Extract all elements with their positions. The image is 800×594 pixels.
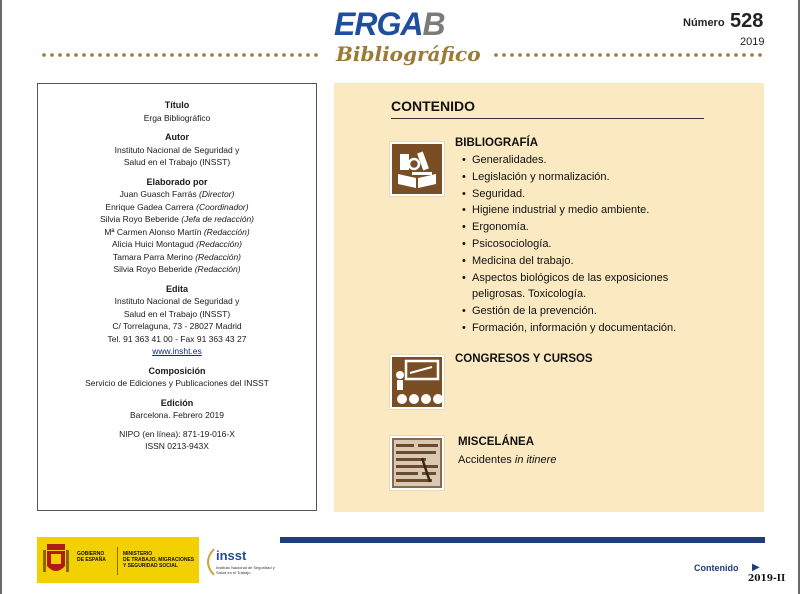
gov-divider: [117, 547, 118, 575]
edita-line: Instituto Nacional de Seguridad y: [114, 296, 240, 306]
list-item[interactable]: • Psicosociología.: [462, 236, 676, 253]
bibliografia-list: [462, 152, 676, 337]
nipo: NIPO (en línea): 871-19-016-X: [119, 428, 235, 439]
autor-line: Instituto Nacional de Seguridad y: [114, 144, 240, 155]
insst-subtitle: Instituto Nacional de Seguridad y Salud en el Trabajo: [216, 565, 275, 575]
classroom-icon[interactable]: [389, 354, 445, 410]
dotted-divider-right: [492, 48, 762, 62]
list-item[interactable]: • Seguridad.: [462, 186, 676, 203]
list-item[interactable]: • Higiene industrial y medio ambiente.: [462, 202, 676, 219]
credits-box: [37, 83, 317, 511]
issue-year: 2019: [740, 36, 765, 48]
issue-number-label: Número: [683, 17, 725, 29]
edition-version: 2019-II: [748, 574, 786, 584]
staff-line: Tamara Parra Merino (Redacción): [112, 251, 242, 262]
edita-line: Salud en el Trabajo (INSST): [123, 308, 231, 319]
titulo-heading: Título: [164, 100, 190, 110]
edita-line: C/ Torrelaguna, 73 - 28027 Madrid: [112, 321, 242, 331]
list-item[interactable]: • Aspectos biológicos de las exposiciones peligrosas. Toxicología.: [462, 270, 676, 304]
coat-of-arms-icon: [43, 542, 69, 578]
contenido-link[interactable]: Contenido: [694, 563, 739, 573]
bibliografia-heading[interactable]: BIBLIOGRAFÍA: [455, 137, 539, 149]
page-edge-left: [0, 0, 2, 594]
miscelanea-subtitle[interactable]: Accidentes in itinere: [458, 454, 557, 466]
contents-rule: [391, 118, 704, 119]
logo-wordmark: ERGAB: [334, 6, 445, 42]
composicion-heading: Composición: [148, 365, 206, 376]
list-item[interactable]: • Gestión de la prevención.: [462, 303, 676, 320]
play-arrow-icon[interactable]: ▶: [752, 562, 760, 573]
contents-panel: [334, 83, 764, 512]
ministerio-text: MINISTERIO DE TRABAJO, MIGRACIONES Y SEGURIDAD SOCIAL: [123, 551, 195, 569]
list-item[interactable]: • Legislación y normalización.: [462, 169, 676, 186]
edita-heading: Edita: [165, 283, 188, 294]
miscelanea-heading[interactable]: MISCELÁNEA: [458, 436, 535, 448]
edita-line: Tel. 91 363 41 00 - Fax 91 363 43 27: [107, 333, 247, 344]
insst-logo: [202, 545, 280, 585]
issn: ISSN 0213-943X: [145, 441, 209, 451]
issue-number: 528: [730, 10, 764, 32]
congresos-heading[interactable]: CONGRESOS Y CURSOS: [455, 353, 593, 365]
insht-website-link[interactable]: www.insht.es: [152, 346, 202, 356]
composicion-value: Servicio de Ediciones y Publicaciones del INSST: [85, 378, 269, 388]
gobierno-text: GOBIERNO DE ESPAÑA: [77, 551, 106, 563]
insst-wordmark: insst: [216, 548, 247, 563]
logo-subtitle: Bibliográfico: [336, 42, 481, 66]
staff-line: Alicia Huici Montagud (Redacción): [112, 239, 242, 249]
newspaper-icon[interactable]: [389, 435, 445, 491]
staff-line: Juan Guasch Farrás (Director): [119, 189, 235, 199]
edicion-heading: Edición: [160, 397, 194, 408]
staff-line: Mª Carmen Alonso Martín (Redacción): [104, 226, 250, 237]
list-item[interactable]: • Medicina del trabajo.: [462, 253, 676, 270]
footer-bar: [280, 537, 765, 543]
list-item[interactable]: • Ergonomía.: [462, 219, 676, 236]
list-item[interactable]: • Generalidades.: [462, 152, 676, 169]
staff-line: Silvia Royo Beberide (Redacción): [113, 264, 241, 274]
contents-heading: CONTENIDO: [391, 98, 475, 114]
edicion-value: Barcelona. Febrero 2019: [129, 410, 225, 420]
elaborado-heading: Elaborado por: [146, 176, 208, 187]
autor-heading: Autor: [165, 132, 189, 142]
microscope-book-icon[interactable]: [389, 141, 445, 197]
titulo-value: Erga Bibliográfico: [143, 112, 211, 123]
staff-line: Enrique Gadea Carrera (Coordinador): [105, 201, 249, 212]
gobierno-logo: [37, 537, 199, 583]
dotted-divider-left: [40, 48, 320, 62]
autor-line: Salud en el Trabajo (INSST): [123, 157, 231, 167]
staff-line: Silvia Royo Beberide (Jefa de redacción): [99, 214, 255, 224]
erga-logo: [334, 6, 490, 66]
list-item[interactable]: • Formación, información y documentación.: [462, 320, 676, 337]
